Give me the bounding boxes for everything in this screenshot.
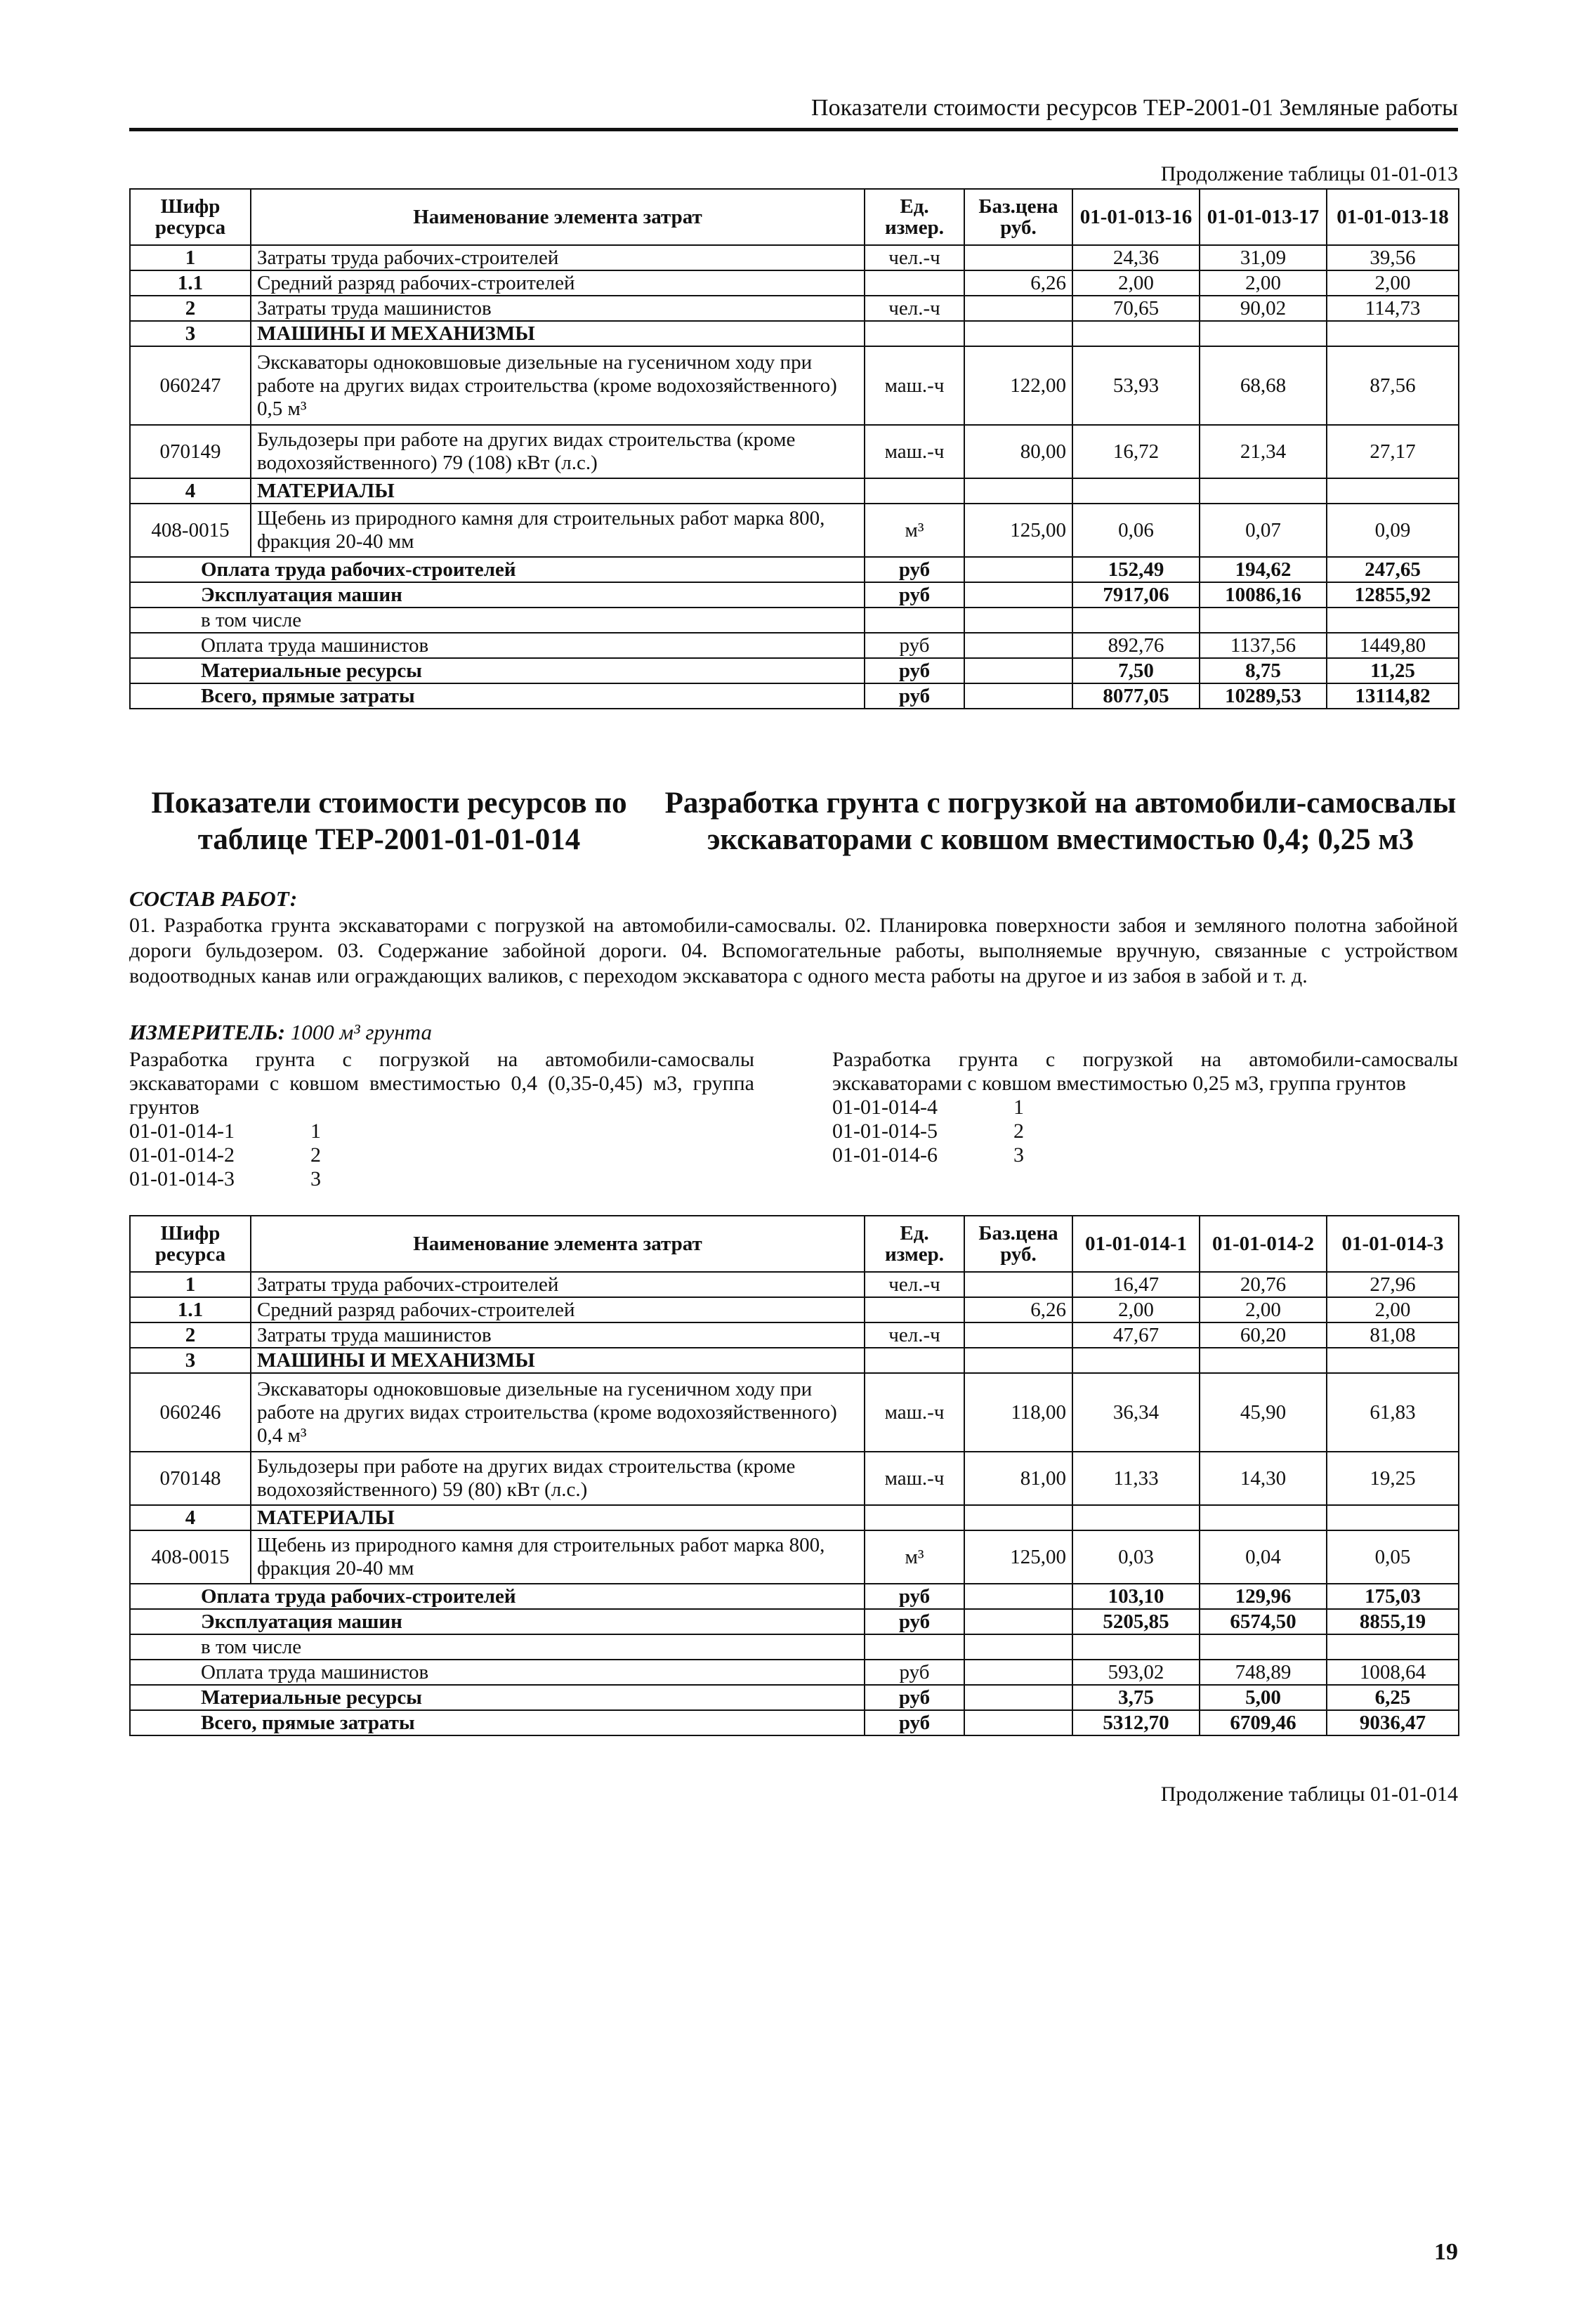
soil-group: 3 — [310, 1167, 321, 1190]
running-header: Показатели стоимости ресурсов ТЕР-2001-01 Земляные работы — [811, 95, 1458, 121]
cell — [1072, 478, 1200, 504]
cell: руб — [865, 1685, 964, 1710]
header-cell: 01-01-013-18 — [1327, 189, 1459, 245]
cell: 060246 — [130, 1373, 251, 1452]
summary-row — [130, 1584, 1459, 1609]
cell: 060247 — [130, 346, 251, 425]
summary-label: Всего, прямые затраты — [130, 1710, 865, 1735]
cell: 45,90 — [1200, 1373, 1327, 1452]
resource-table-014 — [129, 1215, 1459, 1736]
table-row — [130, 1373, 1459, 1452]
cell: 070149 — [130, 425, 251, 478]
cell: 408-0015 — [130, 1530, 251, 1584]
cell — [964, 1710, 1072, 1735]
summary-row — [130, 1660, 1459, 1685]
cell — [964, 608, 1072, 633]
cell — [964, 633, 1072, 658]
summary-label: Оплата труда машинистов — [130, 633, 865, 658]
cell: Щебень из природного камня для строительных работ марка 800, фракция 20-40 мм — [251, 1530, 865, 1584]
cell: 1137,56 — [1200, 633, 1327, 658]
cell — [964, 658, 1072, 683]
cell: 8077,05 — [1072, 683, 1200, 709]
summary-row — [130, 1634, 1459, 1660]
cell — [1327, 1505, 1459, 1530]
cell — [865, 1634, 964, 1660]
cell: 1.1 — [130, 270, 251, 296]
cell: 24,36 — [1072, 245, 1200, 270]
cell — [1200, 321, 1327, 346]
cell — [964, 321, 1072, 346]
cell: 70,65 — [1072, 296, 1200, 321]
cell: руб — [865, 1584, 964, 1609]
table-row — [130, 425, 1459, 478]
cell: 2,00 — [1072, 1297, 1200, 1322]
norm-code: 01-01-014-6 — [832, 1143, 938, 1167]
soil-group: 3 — [1013, 1143, 1024, 1167]
cell: 748,89 — [1200, 1660, 1327, 1685]
cell: 47,67 — [1072, 1322, 1200, 1348]
cell — [964, 296, 1072, 321]
cell — [964, 1634, 1072, 1660]
cell: 070148 — [130, 1452, 251, 1505]
cell: 31,09 — [1200, 245, 1327, 270]
cell: Средний разряд рабочих-строителей — [251, 1297, 865, 1322]
header-cell: 01-01-014-1 — [1072, 1216, 1200, 1272]
cell: 27,96 — [1327, 1272, 1459, 1297]
cell: 194,62 — [1200, 557, 1327, 582]
cell: 129,96 — [1200, 1584, 1327, 1609]
list-item — [832, 1143, 1458, 1167]
summary-row — [130, 1685, 1459, 1710]
cell: руб — [865, 582, 964, 608]
summary-row — [130, 1710, 1459, 1735]
cell: руб — [865, 1660, 964, 1685]
cell — [865, 1348, 964, 1373]
cell: маш.-ч — [865, 1452, 964, 1505]
cell: м³ — [865, 504, 964, 557]
summary-row — [130, 557, 1459, 582]
table-header-row — [130, 1216, 1459, 1272]
cell: 114,73 — [1327, 296, 1459, 321]
cell: маш.-ч — [865, 425, 964, 478]
table-row — [130, 321, 1459, 346]
cell: 6,25 — [1327, 1685, 1459, 1710]
cell — [964, 1505, 1072, 1530]
cell: 3,75 — [1072, 1685, 1200, 1710]
cell: 125,00 — [964, 504, 1072, 557]
cell: 118,00 — [964, 1373, 1072, 1452]
summary-label: Материальные ресурсы — [130, 658, 865, 683]
cell — [964, 557, 1072, 582]
cell: Затраты труда машинистов — [251, 296, 865, 321]
header-cell: Шифр ресурса — [130, 1216, 251, 1272]
cell — [1200, 608, 1327, 633]
cell: 2,00 — [1327, 270, 1459, 296]
cell: 152,49 — [1072, 557, 1200, 582]
cell: 2 — [130, 1322, 251, 1348]
section-title-right: Разработка грунта с погрузкой на автомобили-самосвалы экскаваторами с ковшом вместимостью 0,4; 0,25 м3 — [664, 787, 1457, 856]
cell: 81,00 — [964, 1452, 1072, 1505]
cell: Бульдозеры при работе на других видах строительства (кроме водохозяйственного) 59 (80) кВт (л.с.) — [251, 1452, 865, 1505]
cell — [1072, 1505, 1200, 1530]
cell: 408-0015 — [130, 504, 251, 557]
cell: 81,08 — [1327, 1322, 1459, 1348]
header-cell: 01-01-013-17 — [1200, 189, 1327, 245]
cell — [1072, 1634, 1200, 1660]
cell: 19,25 — [1327, 1452, 1459, 1505]
cell: Бульдозеры при работе на других видах строительства (кроме водохозяйственного) 79 (108) кВт (л.с.) — [251, 425, 865, 478]
cell: 3 — [130, 321, 251, 346]
cell: 5312,70 — [1072, 1710, 1200, 1735]
list-item — [832, 1120, 1458, 1143]
section-title-left: Показатели стоимости ресурсов по таблице ТЕР-2001-01-01-014 — [151, 787, 627, 856]
cell: 6709,46 — [1200, 1710, 1327, 1735]
header-rule — [129, 128, 1458, 131]
cell — [865, 478, 964, 504]
cell: 2 — [130, 296, 251, 321]
cell: Экскаваторы одноковшовые дизельные на гусеничном ходу при работе на других видах строительства (кроме водохозяйственного) 0,4 м³ — [251, 1373, 865, 1452]
cell: 61,83 — [1327, 1373, 1459, 1452]
header-cell: Ед. измер. — [865, 1216, 964, 1272]
header-cell: Баз.цена руб. — [964, 189, 1072, 245]
table-row — [130, 245, 1459, 270]
group-list-left — [129, 1048, 754, 1191]
norm-code: 01-01-014-4 — [832, 1096, 938, 1119]
cell: 593,02 — [1072, 1660, 1200, 1685]
cell: чел.-ч — [865, 296, 964, 321]
cell: 1449,80 — [1327, 633, 1459, 658]
cell — [964, 1609, 1072, 1634]
cell — [865, 1505, 964, 1530]
page-number: 19 — [1434, 2239, 1458, 2265]
cell: МАТЕРИАЛЫ — [251, 478, 865, 504]
cell: 2,00 — [1200, 270, 1327, 296]
cell — [1200, 478, 1327, 504]
cell: 175,03 — [1327, 1584, 1459, 1609]
cell — [964, 478, 1072, 504]
table-header-row — [130, 189, 1459, 245]
cell — [964, 1584, 1072, 1609]
cell: 6,26 — [964, 1297, 1072, 1322]
measure-label: ИЗМЕРИТЕЛЬ: — [129, 1020, 286, 1044]
cell: Затраты труда рабочих-строителей — [251, 245, 865, 270]
header-cell: Шифр ресурса — [130, 189, 251, 245]
norm-code: 01-01-014-2 — [129, 1143, 235, 1167]
cell: м³ — [865, 1530, 964, 1584]
works-composition-text: 01. Разработка грунта экскаваторами с погрузкой на автомобили-самосвалы. 02. Планировка поверхности забоя и земляного полотна забойной дороги бульдозером. 03. Содержание забойной дороги. 04. Вспомогательные работы, выполняемые вручную, связанные с устройством водоотводных канав или ограждающих валиков, с переходом экскаватора с одного места работы на другое и из забоя в забой и т. д. — [129, 914, 1458, 987]
soil-group: 2 — [1013, 1120, 1024, 1143]
cell: чел.-ч — [865, 1322, 964, 1348]
table-row — [130, 1530, 1459, 1584]
list-item — [129, 1143, 754, 1167]
group-description: Разработка грунта с погрузкой на автомобили-самосвалы экскаваторами с ковшом вместимостью 0,25 м3, группа грунтов — [832, 1048, 1458, 1095]
summary-row — [130, 1609, 1459, 1634]
norm-code: 01-01-014-5 — [832, 1120, 938, 1143]
cell — [964, 582, 1072, 608]
cell: 13114,82 — [1327, 683, 1459, 709]
cell: 39,56 — [1327, 245, 1459, 270]
cell: маш.-ч — [865, 1373, 964, 1452]
cell: 1 — [130, 1272, 251, 1297]
summary-label: Материальные ресурсы — [130, 1685, 865, 1710]
cell: 122,00 — [964, 346, 1072, 425]
summary-label: Эксплуатация машин — [130, 1609, 865, 1634]
cell: МАТЕРИАЛЫ — [251, 1505, 865, 1530]
header-cell: 01-01-013-16 — [1072, 189, 1200, 245]
cell: 1008,64 — [1327, 1660, 1459, 1685]
cell: 10086,16 — [1200, 582, 1327, 608]
cell — [1327, 478, 1459, 504]
cell: МАШИНЫ И МЕХАНИЗМЫ — [251, 321, 865, 346]
cell: 68,68 — [1200, 346, 1327, 425]
cell: чел.-ч — [865, 245, 964, 270]
measure-value: 1000 м³ грунта — [290, 1020, 432, 1044]
cell: 5,00 — [1200, 1685, 1327, 1710]
cell: 8855,19 — [1327, 1609, 1459, 1634]
soil-group: 1 — [310, 1120, 321, 1143]
cell: 16,72 — [1072, 425, 1200, 478]
cell: 27,17 — [1327, 425, 1459, 478]
cell: Затраты труда рабочих-строителей — [251, 1272, 865, 1297]
list-item — [129, 1120, 754, 1143]
cell: руб — [865, 1609, 964, 1634]
cell: 892,76 — [1072, 633, 1200, 658]
summary-label: в том числе — [130, 608, 865, 633]
header-cell: Ед. измер. — [865, 189, 964, 245]
cell: 20,76 — [1200, 1272, 1327, 1297]
header-cell: Наименование элемента затрат — [251, 189, 865, 245]
cell: руб — [865, 557, 964, 582]
cell: Щебень из природного камня для строительных работ марка 800, фракция 20-40 мм — [251, 504, 865, 557]
cell: 7917,06 — [1072, 582, 1200, 608]
cell — [1200, 1634, 1327, 1660]
header-cell: Баз.цена руб. — [964, 1216, 1072, 1272]
summary-label: Всего, прямые затраты — [130, 683, 865, 709]
table-row — [130, 296, 1459, 321]
cell: 247,65 — [1327, 557, 1459, 582]
cell — [964, 245, 1072, 270]
cell: 2,00 — [1200, 1297, 1327, 1322]
summary-row — [130, 582, 1459, 608]
cell: 11,33 — [1072, 1452, 1200, 1505]
summary-label: Оплата труда рабочих-строителей — [130, 1584, 865, 1609]
table-row — [130, 1505, 1459, 1530]
cell — [865, 270, 964, 296]
cell: Средний разряд рабочих-строителей — [251, 270, 865, 296]
table-row — [130, 1348, 1459, 1373]
summary-label: Эксплуатация машин — [130, 582, 865, 608]
cell: 0,09 — [1327, 504, 1459, 557]
cell: 3 — [130, 1348, 251, 1373]
cell — [964, 1272, 1072, 1297]
cell: 10289,53 — [1200, 683, 1327, 709]
cell — [1200, 1505, 1327, 1530]
cell — [964, 1348, 1072, 1373]
cell: 103,10 — [1072, 1584, 1200, 1609]
cell: 9036,47 — [1327, 1710, 1459, 1735]
cell — [1327, 321, 1459, 346]
cell: 1.1 — [130, 1297, 251, 1322]
table-row — [130, 504, 1459, 557]
cell: 8,75 — [1200, 658, 1327, 683]
list-item — [832, 1096, 1458, 1120]
cell — [865, 608, 964, 633]
table-continuation-caption: Продолжение таблицы 01-01-013 — [1160, 162, 1458, 185]
cell — [1072, 321, 1200, 346]
cell — [964, 683, 1072, 709]
cell — [1327, 608, 1459, 633]
cell — [1327, 1634, 1459, 1660]
cell: 53,93 — [1072, 346, 1200, 425]
cell: 4 — [130, 478, 251, 504]
resource-table-013 — [129, 188, 1459, 709]
summary-row — [130, 608, 1459, 633]
soil-group: 2 — [310, 1143, 321, 1167]
cell: 0,06 — [1072, 504, 1200, 557]
cell: 125,00 — [964, 1530, 1072, 1584]
table-row — [130, 1452, 1459, 1505]
cell: 11,25 — [1327, 658, 1459, 683]
cell: 87,56 — [1327, 346, 1459, 425]
table-row — [130, 478, 1459, 504]
cell: 5205,85 — [1072, 1609, 1200, 1634]
cell: 60,20 — [1200, 1322, 1327, 1348]
cell — [1200, 1348, 1327, 1373]
summary-row — [130, 683, 1459, 709]
summary-row — [130, 658, 1459, 683]
cell — [1327, 1348, 1459, 1373]
cell: МАШИНЫ И МЕХАНИЗМЫ — [251, 1348, 865, 1373]
cell: 90,02 — [1200, 296, 1327, 321]
cell: 14,30 — [1200, 1452, 1327, 1505]
cell: маш.-ч — [865, 346, 964, 425]
cell: чел.-ч — [865, 1272, 964, 1297]
table-row — [130, 270, 1459, 296]
group-description: Разработка грунта с погрузкой на автомобили-самосвалы экскаваторами с ковшом вместимостью 0,4 (0,35-0,45) м3, группа грунтов — [129, 1048, 754, 1119]
summary-row — [130, 633, 1459, 658]
cell — [865, 1297, 964, 1322]
cell: 0,05 — [1327, 1530, 1459, 1584]
norm-code: 01-01-014-3 — [129, 1167, 235, 1190]
soil-group: 1 — [1013, 1096, 1024, 1119]
cell — [964, 1322, 1072, 1348]
table-row — [130, 346, 1459, 425]
works-composition-label: СОСТАВ РАБОТ: — [129, 886, 298, 911]
cell: руб — [865, 633, 964, 658]
summary-label: Оплата труда машинистов — [130, 1660, 865, 1685]
cell — [1072, 608, 1200, 633]
cell: 21,34 — [1200, 425, 1327, 478]
cell: 0,03 — [1072, 1530, 1200, 1584]
cell — [1072, 1348, 1200, 1373]
cell: 2,00 — [1072, 270, 1200, 296]
cell: руб — [865, 1710, 964, 1735]
table-row — [130, 1297, 1459, 1322]
cell: руб — [865, 658, 964, 683]
cell — [865, 321, 964, 346]
cell: 80,00 — [964, 425, 1072, 478]
table-row — [130, 1272, 1459, 1297]
cell: 7,50 — [1072, 658, 1200, 683]
cell: Экскаваторы одноковшовые дизельные на гусеничном ходу при работе на других видах строительства (кроме водохозяйственного) 0,5 м³ — [251, 346, 865, 425]
cell: руб — [865, 683, 964, 709]
cell: 6,26 — [964, 270, 1072, 296]
cell: 36,34 — [1072, 1373, 1200, 1452]
cell: 16,47 — [1072, 1272, 1200, 1297]
cell: 1 — [130, 245, 251, 270]
norm-code: 01-01-014-1 — [129, 1120, 235, 1143]
header-cell: 01-01-014-3 — [1327, 1216, 1459, 1272]
measure-line — [129, 1020, 432, 1045]
group-list-right — [832, 1048, 1458, 1167]
cell: 12855,92 — [1327, 582, 1459, 608]
continued-note: Продолжение таблицы 01-01-014 — [1160, 1783, 1458, 1806]
summary-label: Оплата труда рабочих-строителей — [130, 557, 865, 582]
cell: Затраты труда машинистов — [251, 1322, 865, 1348]
list-item — [129, 1167, 754, 1191]
summary-label: в том числе — [130, 1634, 865, 1660]
cell: 0,07 — [1200, 504, 1327, 557]
cell: 2,00 — [1327, 1297, 1459, 1322]
table-row — [130, 1322, 1459, 1348]
cell: 0,04 — [1200, 1530, 1327, 1584]
header-cell: 01-01-014-2 — [1200, 1216, 1327, 1272]
header-cell: Наименование элемента затрат — [251, 1216, 865, 1272]
cell: 4 — [130, 1505, 251, 1530]
cell — [964, 1660, 1072, 1685]
cell: 6574,50 — [1200, 1609, 1327, 1634]
cell — [964, 1685, 1072, 1710]
